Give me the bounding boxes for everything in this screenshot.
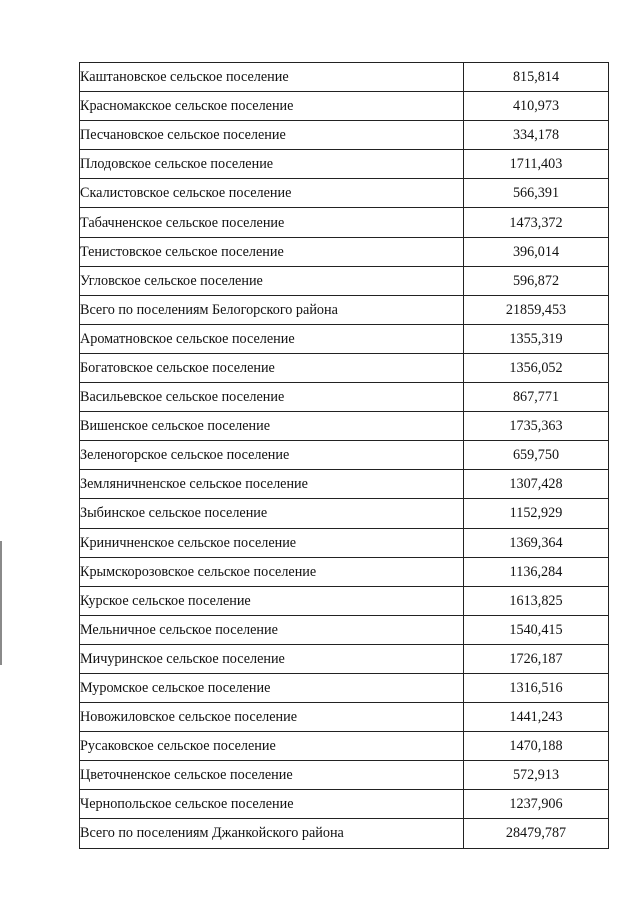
settlement-name: Табачненское сельское поселение — [80, 208, 464, 237]
settlement-value: 21859,453 — [464, 295, 609, 324]
table-row — [80, 383, 609, 412]
settlement-name: Богатовское сельское поселение — [80, 353, 464, 382]
table-row — [80, 615, 609, 644]
table-row — [80, 324, 609, 353]
table-row — [80, 673, 609, 702]
settlement-value: 659,750 — [464, 441, 609, 470]
table-row — [80, 208, 609, 237]
table-row — [80, 470, 609, 499]
settlement-value: 566,391 — [464, 179, 609, 208]
table-row — [80, 644, 609, 673]
settlement-name: Криничненское сельское поселение — [80, 528, 464, 557]
settlement-value: 1711,403 — [464, 150, 609, 179]
table-row — [80, 557, 609, 586]
table-row — [80, 121, 609, 150]
settlements-table — [79, 62, 609, 849]
table-row — [80, 266, 609, 295]
settlement-value: 1726,187 — [464, 644, 609, 673]
settlement-name: Мичуринское сельское поселение — [80, 644, 464, 673]
settlement-name: Русаковское сельское поселение — [80, 732, 464, 761]
settlement-name: Каштановское сельское поселение — [80, 63, 464, 92]
table-row — [80, 703, 609, 732]
settlement-value: 1473,372 — [464, 208, 609, 237]
settlement-name: Зеленогорское сельское поселение — [80, 441, 464, 470]
settlement-value: 396,014 — [464, 237, 609, 266]
settlement-name: Зыбинское сельское поселение — [80, 499, 464, 528]
settlement-value: 334,178 — [464, 121, 609, 150]
settlement-value: 1369,364 — [464, 528, 609, 557]
table-row — [80, 790, 609, 819]
settlement-name: Цветочненское сельское поселение — [80, 761, 464, 790]
settlement-name: Мельничное сельское поселение — [80, 615, 464, 644]
table-row — [80, 528, 609, 557]
settlement-name: Всего по поселениям Джанкойского района — [80, 819, 464, 848]
settlement-value: 1735,363 — [464, 412, 609, 441]
settlement-value: 1356,052 — [464, 353, 609, 382]
settlement-name: Угловское сельское поселение — [80, 266, 464, 295]
table-row — [80, 586, 609, 615]
table-row — [80, 92, 609, 121]
table-row — [80, 761, 609, 790]
settlement-name: Всего по поселениям Белогорского района — [80, 295, 464, 324]
settlement-value: 1441,243 — [464, 703, 609, 732]
settlement-value: 1237,906 — [464, 790, 609, 819]
settlement-name: Плодовское сельское поселение — [80, 150, 464, 179]
table-row — [80, 150, 609, 179]
settlement-value: 1540,415 — [464, 615, 609, 644]
table-row — [80, 499, 609, 528]
table-row — [80, 412, 609, 441]
settlement-value: 1136,284 — [464, 557, 609, 586]
settlement-value: 572,913 — [464, 761, 609, 790]
settlement-name: Вишенское сельское поселение — [80, 412, 464, 441]
settlement-name: Муромское сельское поселение — [80, 673, 464, 702]
settlement-name: Песчановское сельское поселение — [80, 121, 464, 150]
settlement-value: 410,973 — [464, 92, 609, 121]
table-row — [80, 353, 609, 382]
settlement-name: Крымскорозовское сельское поселение — [80, 557, 464, 586]
scan-edge-mark — [0, 541, 2, 665]
settlement-name: Красномакское сельское поселение — [80, 92, 464, 121]
table-row — [80, 179, 609, 208]
settlement-name: Чернопольское сельское поселение — [80, 790, 464, 819]
settlements-table-body — [80, 63, 609, 849]
table-row — [80, 441, 609, 470]
settlement-name: Земляничненское сельское поселение — [80, 470, 464, 499]
settlement-value: 1152,929 — [464, 499, 609, 528]
settlement-value: 28479,787 — [464, 819, 609, 848]
settlement-value: 867,771 — [464, 383, 609, 412]
settlement-value: 1470,188 — [464, 732, 609, 761]
settlement-name: Тенистовское сельское поселение — [80, 237, 464, 266]
settlement-name: Ароматновское сельское поселение — [80, 324, 464, 353]
settlement-value: 1613,825 — [464, 586, 609, 615]
table-row — [80, 819, 609, 848]
settlement-name: Скалистовское сельское поселение — [80, 179, 464, 208]
settlement-value: 596,872 — [464, 266, 609, 295]
table-row — [80, 732, 609, 761]
settlement-value: 1307,428 — [464, 470, 609, 499]
settlement-value: 815,814 — [464, 63, 609, 92]
settlement-name: Васильевское сельское поселение — [80, 383, 464, 412]
settlement-value: 1355,319 — [464, 324, 609, 353]
settlement-value: 1316,516 — [464, 673, 609, 702]
settlement-name: Курское сельское поселение — [80, 586, 464, 615]
table-row — [80, 295, 609, 324]
settlement-name: Новожиловское сельское поселение — [80, 703, 464, 732]
table-row — [80, 63, 609, 92]
table-row — [80, 237, 609, 266]
